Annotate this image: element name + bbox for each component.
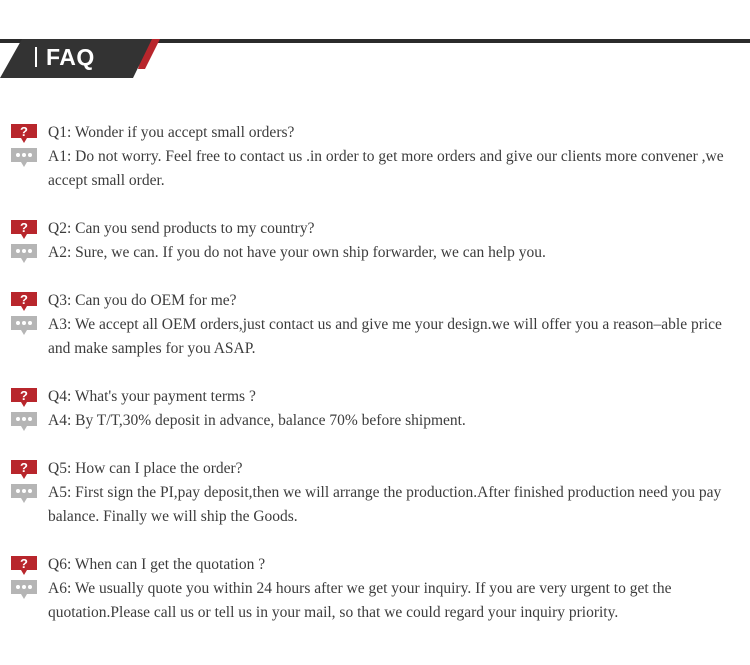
question-mark-icon — [10, 460, 38, 480]
faq-answer — [10, 241, 740, 265]
answer-text: A2: Sure, we can. If you do not have your own ship forwarder, we can help you. — [48, 244, 546, 261]
answer-text: A5: First sign the PI,pay deposit,then we will arrange the production.After finished production need you pay balance. Finally we will ship the Goods. — [48, 484, 722, 525]
faq-item — [10, 289, 740, 361]
question-mark-icon — [10, 124, 38, 144]
question-text: Q2: Can you send products to my country? — [48, 220, 315, 237]
answer-text: A4: By T/T,30% deposit in advance, balance 70% before shipment. — [48, 412, 466, 429]
speech-bubble-icon — [10, 244, 38, 264]
answer-text: A6: We usually quote you within 24 hours after we get your inquiry. If you are very urgent to get the quotation.Please call us or tell us in your mail, so that we could regard your inquiry priority. — [48, 580, 672, 621]
faq-answer — [10, 145, 740, 193]
svg-text:?: ? — [20, 460, 28, 475]
question-mark-icon — [10, 220, 38, 240]
faq-answer — [10, 577, 740, 625]
faq-question — [10, 385, 740, 409]
faq-answer — [10, 313, 740, 361]
speech-bubble-icon — [10, 148, 38, 168]
faq-answer — [10, 481, 740, 529]
faq-item — [10, 385, 740, 433]
page-title: FAQ — [46, 44, 95, 70]
question-mark-icon — [10, 292, 38, 312]
faq-header — [0, 0, 750, 90]
faq-question — [10, 457, 740, 481]
question-text: Q5: How can I place the order? — [48, 460, 243, 477]
question-text: Q6: When can I get the quotation ? — [48, 556, 266, 573]
speech-bubble-icon — [10, 412, 38, 432]
faq-question — [10, 553, 740, 577]
faq-item — [10, 121, 740, 193]
question-mark-icon — [10, 556, 38, 576]
speech-bubble-icon — [10, 580, 38, 600]
speech-bubble-icon — [10, 484, 38, 504]
question-text: Q4: What's your payment terms ? — [48, 388, 256, 405]
svg-text:?: ? — [20, 220, 28, 235]
svg-text:?: ? — [20, 292, 28, 307]
speech-bubble-icon — [10, 316, 38, 336]
faq-question — [10, 217, 740, 241]
answer-text: A1: Do not worry. Feel free to contact us .in order to get more orders and give our clients more convener ,we accept small order. — [48, 148, 724, 189]
question-text: Q1: Wonder if you accept small orders? — [48, 124, 295, 141]
faq-question — [10, 121, 740, 145]
faq-item — [10, 553, 740, 625]
answer-text: A3: We accept all OEM orders,just contact us and give me your design.we will offer you a reason–able price and make samples for you ASAP. — [48, 316, 722, 357]
faq-question — [10, 289, 740, 313]
svg-text:?: ? — [20, 556, 28, 571]
faq-item — [10, 457, 740, 529]
faq-item — [10, 217, 740, 265]
title-divider — [35, 47, 37, 67]
faq-answer — [10, 409, 740, 433]
svg-text:?: ? — [20, 124, 28, 139]
svg-text:?: ? — [20, 388, 28, 403]
question-mark-icon — [10, 388, 38, 408]
question-text: Q3: Can you do OEM for me? — [48, 292, 237, 309]
